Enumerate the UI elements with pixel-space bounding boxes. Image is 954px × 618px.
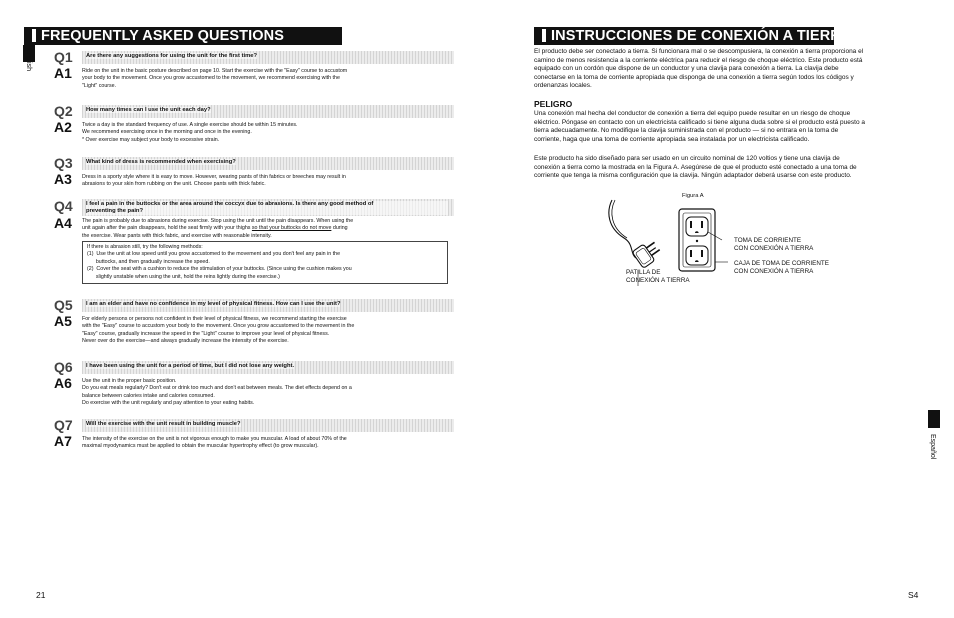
plate-screw bbox=[696, 240, 698, 242]
lower-receptacle bbox=[686, 246, 708, 265]
grounding-section-header bbox=[534, 27, 852, 45]
answer-text: The intensity of the exercise on the unit is not vigorous enough to make you muscular. A load of about 70% of the maximal myodynamics must be applied to obtain the muscular hypertrophy effect (to grow muscular). bbox=[82, 436, 347, 450]
answer-text: Dress in a sporty style where it is easy to move. However, wearing pants of thin fabrics or breeches may result in abrasions to your skin from rubbing on the unit. Choose pants with thick fabric. bbox=[82, 174, 346, 188]
answer-label: A4 bbox=[54, 215, 72, 231]
question-label: Q1 bbox=[54, 49, 73, 65]
answer-text: Use the unit in the proper basic position. Do you eat meals regularly? Don't eat or drink too much and don't eat between meals. The diet effects depend on a balance between calories intake and calories consumed. Do exercise with the unit regularly and pay attention to your eating habits. bbox=[82, 378, 352, 407]
language-side-label: Español bbox=[929, 434, 936, 460]
question-label: Q4 bbox=[54, 198, 73, 214]
pin-callout: PATILLA DE CONEXIÓN A TIERRA bbox=[626, 269, 690, 284]
faq-item-3 bbox=[54, 156, 454, 192]
question-text-line-2: preventing the pain? bbox=[86, 208, 448, 215]
abrasion-tips-box: If there is abrasion still, try the following methods: (1) Use the unit at low speed until you grow accustomed to the movement and you don't feel any pain in the buttocks, and then gradually increase the speed. (2) Cover the seat with a cushion to reduce the stimulation of your buttocks. (Since using the cushion makes you slightly unstable when using the unit, hold the reins lightly during the exercise.) bbox=[82, 241, 448, 284]
faq-item-2 bbox=[54, 104, 454, 146]
language-side-label: English bbox=[25, 48, 32, 71]
page-number: S4 bbox=[908, 590, 919, 600]
upper-receptacle bbox=[686, 217, 708, 236]
question-text: I am an elder and have no confidence in my level of physical fitness. How can I use the unit? bbox=[86, 301, 341, 307]
language-tab-marker bbox=[928, 410, 940, 428]
power-cord bbox=[609, 200, 636, 258]
grounding-intro: El producto debe ser conectado a tierra. Si funcionara mal o se descompusiera, la conexión a tierra proporciona el camino de menos resistencia a la corriente eléctrica para reducir el riesgo de choque eléctrico. Este producto está equipado con un cordón que dispone de un conductor y una clavija para conexión a tierra. La clavija debe conectarse en la toma de corriente apropiada que disponga de una conexión a tierra según todos los códigos y ordenanzas locales. bbox=[534, 48, 864, 90]
question-label: Q6 bbox=[54, 359, 73, 375]
danger-heading: PELIGRO bbox=[534, 99, 573, 109]
question-text: Will the exercise with the unit result in building muscle? bbox=[86, 421, 241, 427]
question-bar bbox=[82, 51, 454, 64]
question-text: How many times can I use the unit each day? bbox=[86, 107, 211, 113]
design-text: Este producto ha sido diseñado para ser usado en un circuito nominal de 120 voltios y tiene una clavija de conexión a tierra como la mostrada en la Figura A. Asegúrese de que el producto esté conectado a una toma de corriente que tenga la misma configuración que la clavija. Ningún adaptador deberá usarse con este producto. bbox=[534, 155, 857, 180]
left-page bbox=[0, 0, 470, 618]
question-label: Q3 bbox=[54, 155, 73, 171]
grounding-title: INSTRUCCIONES DE CONEXIÓN A TIERRA bbox=[551, 28, 852, 44]
question-text: What kind of dress is recommended when exercising? bbox=[86, 159, 236, 165]
faq-section-header bbox=[24, 27, 342, 45]
figure-caption: Figura A bbox=[682, 193, 704, 199]
answer-text: The pain is probably due to abrasions during exercise. Stop using the unit until the pain disappears. When using the unit again after the pain disappears, hold the seat firmly with your thighs so that your buttocks do not move during the exercise. Wear pants with thick fabric, and exercise with reasonable intensity. bbox=[82, 218, 354, 239]
faq-item-1 bbox=[54, 50, 454, 92]
faq-item-6 bbox=[54, 360, 454, 408]
answer-label: A1 bbox=[54, 65, 72, 81]
question-bar bbox=[82, 157, 454, 170]
question-text: I have been using the unit for a period of time, but I did not lose any weight. bbox=[86, 363, 295, 369]
faq-item-4 bbox=[54, 198, 454, 290]
answer-text: For elderly persons or persons not confident in their level of physical fitness, we recommend starting the exercise with the "Easy" course to accustom your body to the movement. Once you grow accustomed to the movement in the "Easy" course, gradually increase the speed in the "Light" course to improve your level of physical fitness. Never over do the exercise—and always gradually increase the intensity of the exercise. bbox=[82, 316, 355, 345]
header-bullet bbox=[32, 29, 36, 42]
right-page bbox=[484, 0, 954, 618]
faq-title: FREQUENTLY ASKED QUESTIONS bbox=[41, 28, 284, 44]
outlet-callout: TOMA DE CORRIENTE CON CONEXIÓN A TIERRA bbox=[734, 237, 814, 252]
page-number: 21 bbox=[36, 590, 46, 600]
answer-label: A6 bbox=[54, 375, 72, 391]
question-label: Q2 bbox=[54, 103, 73, 119]
question-bar bbox=[82, 361, 454, 374]
question-text: Are there any suggestions for using the unit for the first time? bbox=[86, 53, 258, 59]
question-bar bbox=[82, 299, 454, 312]
answer-text: Ride on the unit in the basic posture described on page 10. Start the exercise with the "Easy" course to accustom your body to the movement. Once you grow accustomed to the movement, we recommend exercising with the "Light" course. bbox=[82, 68, 348, 89]
underlined-advice: so that your buttocks do not move bbox=[251, 225, 332, 232]
question-label: Q7 bbox=[54, 417, 73, 433]
question-bar bbox=[82, 419, 454, 432]
danger-text: Una conexión mal hecha del conductor de conexión a tierra del equipo puede resultar en un riesgo de choque eléctrico. Póngase en contacto con un electricista calificado si tiene alguna duda sobre si el producto está puesto a tierra adecuadamente. No modifique la clavija suministrada con el producto — si no entrara en la toma de corriente, haga que una toma de corriente apropiada sea instalada por un electricista calificado. bbox=[534, 110, 865, 143]
faq-item-7 bbox=[54, 418, 454, 454]
answer-label: A7 bbox=[54, 433, 72, 449]
box-callout: CAJA DE TOMA DE CORRIENTE CON CONEXIÓN A TIERRA bbox=[734, 260, 829, 275]
faq-item-5 bbox=[54, 298, 454, 348]
question-bar bbox=[82, 199, 454, 216]
question-label: Q5 bbox=[54, 297, 73, 313]
question-text-line-1: I feel a pain in the buttocks or the area around the coccyx due to abrasions. Is there any good method of bbox=[86, 201, 448, 208]
answer-label: A5 bbox=[54, 313, 72, 329]
answer-label: A3 bbox=[54, 171, 72, 187]
answer-label: A2 bbox=[54, 119, 72, 135]
plug-icon bbox=[632, 238, 663, 268]
question-bar bbox=[82, 105, 454, 118]
answer-text: Twice a day is the standard frequency of use. A single exercise should be within 15 minutes. We recommend exercising once in the morning and once in the evening. * Over exercise may subject your body to excessive strain. bbox=[82, 122, 298, 143]
header-bullet bbox=[542, 29, 546, 42]
